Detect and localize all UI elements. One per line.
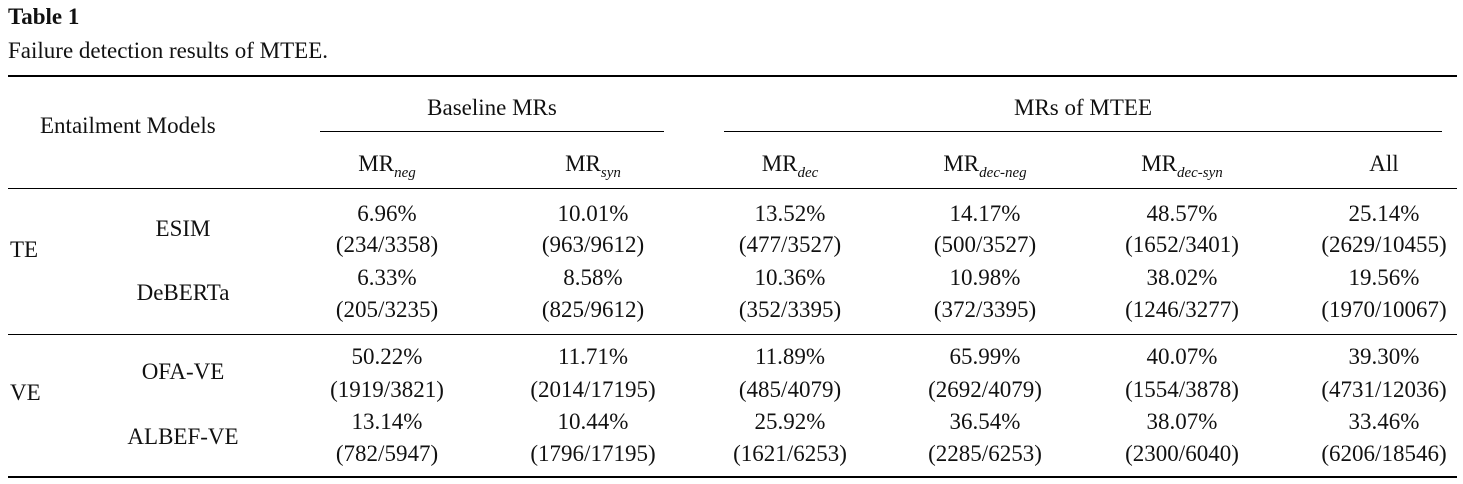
bottom-rule <box>8 476 1457 478</box>
header-rule <box>8 188 1457 189</box>
table-cell-percent: 50.22% <box>351 344 423 369</box>
column-header <box>1087 151 1277 181</box>
table-cell-fraction: (234/3358) <box>335 232 439 257</box>
column-header-base: MR <box>943 151 980 176</box>
table-cell-percent: 13.14% <box>351 409 423 434</box>
column-header-base: All <box>1369 151 1399 176</box>
column-header-subscript: syn <box>600 165 621 181</box>
table-cell-percent: 13.52% <box>754 201 826 226</box>
table-cell-fraction: (2692/4079) <box>928 377 1042 402</box>
baseline-mrs-header: Baseline MRs <box>427 95 557 120</box>
table-cell-percent: 8.58% <box>563 265 623 290</box>
table-cell-fraction: (205/3235) <box>335 297 439 322</box>
table-cell-percent: 14.17% <box>949 201 1021 226</box>
table-cell-percent: 36.54% <box>949 409 1021 434</box>
column-header-subscript: dec-neg <box>979 165 1027 181</box>
table-cell-fraction: (4731/12036) <box>1321 377 1447 402</box>
column-header-subscript: dec-syn <box>1176 165 1223 181</box>
model-name: DeBERTa <box>136 280 230 305</box>
table-cell-percent: 25.14% <box>1348 201 1420 226</box>
group-label-ve: VE <box>10 380 41 405</box>
table-cell-percent: 10.44% <box>557 409 629 434</box>
column-header-subscript: neg <box>394 165 416 181</box>
mtee-mrs-header: MRs of MTEE <box>1014 95 1152 120</box>
table-cell-fraction: (477/3527) <box>738 232 842 257</box>
table-cell-fraction: (1652/3401) <box>1125 232 1239 257</box>
table-cell-fraction: (825/9612) <box>541 297 645 322</box>
group-label-te: TE <box>10 237 39 262</box>
model-name: OFA-VE <box>141 359 225 384</box>
column-header <box>292 151 482 181</box>
table-cell-fraction: (1970/10067) <box>1321 297 1447 322</box>
table-cell-percent: 6.96% <box>357 201 417 226</box>
model-name: ALBEF-VE <box>127 424 239 449</box>
table-cell-percent: 11.71% <box>557 344 629 369</box>
group-divider-rule <box>8 334 1457 335</box>
table-cell-percent: 38.07% <box>1146 409 1218 434</box>
model-name: ESIM <box>155 216 211 241</box>
table-cell-fraction: (782/5947) <box>335 441 439 466</box>
table-cell-percent: 65.99% <box>949 344 1021 369</box>
table-cell-fraction: (352/3395) <box>738 297 842 322</box>
entailment-models-header: Entailment Models <box>40 113 216 138</box>
column-header <box>498 151 688 181</box>
mtee-group-rule <box>724 131 1442 132</box>
column-header-subscript: dec <box>797 165 819 181</box>
table-cell-percent: 48.57% <box>1146 201 1218 226</box>
table-cell-fraction: (1919/3821) <box>330 377 444 402</box>
column-header <box>695 151 885 181</box>
table-cell-fraction: (2014/17195) <box>530 377 656 402</box>
column-header-base: MR <box>565 151 601 176</box>
column-header-base: MR <box>761 151 798 176</box>
table-cell-fraction: (2629/10455) <box>1321 232 1447 257</box>
table-cell-percent: 39.30% <box>1348 344 1420 369</box>
table-cell-fraction: (372/3395) <box>933 297 1037 322</box>
baseline-group-rule <box>320 131 664 132</box>
table-cell-percent: 38.02% <box>1146 265 1218 290</box>
table-cell-percent: 10.36% <box>754 265 826 290</box>
table-cell-percent: 11.89% <box>754 344 826 369</box>
table-cell-percent: 10.01% <box>557 201 629 226</box>
table-cell-fraction: (1796/17195) <box>530 441 656 466</box>
table-cell-fraction: (6206/18546) <box>1321 441 1447 466</box>
column-header <box>1289 152 1463 175</box>
table-cell-fraction: (2300/6040) <box>1125 441 1239 466</box>
column-header-base: MR <box>358 151 395 176</box>
table-cell-percent: 19.56% <box>1348 265 1420 290</box>
table-cell-fraction: (963/9612) <box>541 232 645 257</box>
table-cell-percent: 25.92% <box>754 409 826 434</box>
table-caption: Failure detection results of MTEE. <box>8 38 329 63</box>
table-cell-percent: 6.33% <box>357 265 417 290</box>
table-cell-percent: 33.46% <box>1348 409 1420 434</box>
table-cell-fraction: (1554/3878) <box>1125 377 1239 402</box>
column-header <box>890 151 1080 181</box>
table-cell-fraction: (2285/6253) <box>928 441 1042 466</box>
table-cell-fraction: (1621/6253) <box>733 441 847 466</box>
top-rule <box>8 75 1457 77</box>
table-cell-percent: 40.07% <box>1146 344 1218 369</box>
table-cell-fraction: (1246/3277) <box>1125 297 1239 322</box>
table-cell-fraction: (485/4079) <box>738 377 842 402</box>
table-cell-fraction: (500/3527) <box>933 232 1037 257</box>
table-label: Table 1 <box>8 4 80 29</box>
table-cell-percent: 10.98% <box>949 265 1021 290</box>
column-header-base: MR <box>1141 151 1177 176</box>
